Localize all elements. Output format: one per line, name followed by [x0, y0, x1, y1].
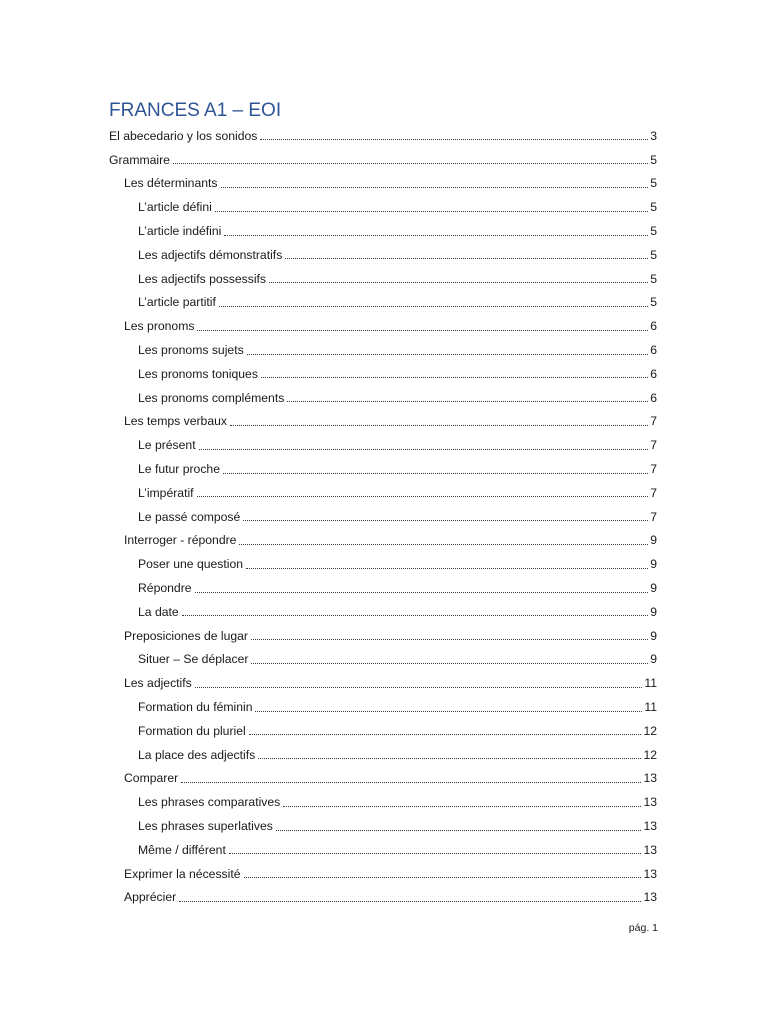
- toc-entry-page-number: 13: [643, 890, 657, 905]
- toc-entry-label: L’article partitif: [138, 295, 216, 310]
- toc-entry-page-number: 5: [650, 200, 657, 215]
- toc-entry-page-number: 13: [643, 771, 657, 786]
- toc-entry[interactable]: [109, 433, 657, 457]
- toc-entry[interactable]: [109, 648, 657, 672]
- toc-entry-page-number: 7: [650, 485, 657, 500]
- toc-entry[interactable]: [109, 410, 657, 434]
- toc-entry-page-number: 5: [650, 224, 657, 239]
- toc-entry-label: Les pronoms toniques: [138, 366, 258, 381]
- toc-dot-leader: [260, 139, 648, 140]
- toc-entry-label: Même / différent: [138, 842, 226, 857]
- toc-entry-label: Les temps verbaux: [124, 414, 227, 429]
- toc-entry-page-number: 9: [650, 533, 657, 548]
- toc-dot-leader: [230, 425, 648, 426]
- toc-entry-page-number: 13: [643, 866, 657, 881]
- toc-entry[interactable]: [109, 481, 657, 505]
- toc-entry-page-number: 6: [650, 343, 657, 358]
- toc-dot-leader: [251, 639, 648, 640]
- toc-entry[interactable]: [109, 291, 657, 315]
- toc-entry-label: Grammaire: [109, 152, 170, 167]
- toc-dot-leader: [195, 592, 649, 593]
- toc-entry-label: L’article indéfini: [138, 224, 222, 239]
- toc-entry-label: La place des adjectifs: [138, 747, 256, 762]
- toc-entry-page-number: 13: [643, 819, 657, 833]
- toc-entry[interactable]: [109, 338, 657, 362]
- toc-entry[interactable]: [109, 600, 657, 624]
- toc-entry[interactable]: [109, 219, 657, 243]
- toc-dot-leader: [249, 734, 642, 735]
- toc-entry-page-number: 12: [643, 747, 657, 762]
- toc-entry-page-number: 9: [650, 628, 657, 643]
- toc-entry-page-number: 9: [650, 652, 657, 667]
- toc-dot-leader: [182, 615, 649, 616]
- toc-entry-page-number: 3: [650, 128, 657, 143]
- toc-dot-leader: [247, 354, 649, 355]
- toc-dot-leader: [287, 401, 648, 402]
- toc-dot-leader: [261, 377, 648, 378]
- toc-entry-label: Le présent: [138, 438, 196, 453]
- toc-entry-label: Les adjectifs: [124, 676, 192, 691]
- toc-entry-page-number: 6: [650, 366, 657, 381]
- page-number-footer: pág. 1: [628, 922, 658, 934]
- toc-dot-leader: [255, 711, 642, 712]
- toc-entry-label: Exprimer la nécessité: [124, 866, 241, 881]
- toc-entry[interactable]: [109, 386, 657, 410]
- toc-entry[interactable]: [109, 671, 657, 695]
- toc-entry-page-number: 5: [650, 247, 657, 262]
- toc-dot-leader: [229, 853, 642, 854]
- toc-entry-label: Preposiciones de lugar: [124, 628, 248, 643]
- toc-entry[interactable]: [109, 172, 657, 196]
- toc-entry[interactable]: [109, 838, 657, 862]
- toc-entry-page-number: 11: [644, 676, 657, 691]
- toc-entry-label: Poser une question: [138, 557, 244, 572]
- toc-entry[interactable]: [109, 814, 657, 838]
- toc-dot-leader: [197, 330, 648, 331]
- table-of-contents: [109, 124, 657, 909]
- toc-entry-page-number: 13: [643, 795, 657, 810]
- document-title: FRANCES A1 – EOI: [109, 100, 282, 121]
- toc-entry-page-number: 7: [650, 509, 657, 524]
- toc-entry-page-number: 7: [650, 462, 657, 477]
- toc-entry-page-number: 5: [650, 271, 657, 286]
- toc-dot-leader: [173, 163, 648, 164]
- toc-entry-page-number: 9: [650, 581, 657, 596]
- toc-dot-leader: [223, 473, 648, 474]
- toc-entry-label: Interroger - répondre: [124, 533, 237, 548]
- toc-entry[interactable]: [109, 195, 657, 219]
- toc-dot-leader: [251, 663, 648, 664]
- toc-entry-page-number: 6: [650, 319, 657, 334]
- toc-dot-leader: [244, 877, 642, 878]
- toc-entry[interactable]: [109, 552, 657, 576]
- toc-entry-page-number: 9: [650, 604, 657, 619]
- toc-entry[interactable]: [109, 457, 657, 481]
- toc-entry[interactable]: [109, 790, 657, 814]
- toc-entry-label: Les déterminants: [124, 176, 218, 191]
- toc-entry-label: Les phrases superlatives: [138, 819, 273, 833]
- toc-entry[interactable]: [109, 719, 657, 743]
- toc-entry-page-number: 7: [650, 438, 657, 453]
- toc-entry-page-number: 5: [650, 295, 657, 310]
- toc-entry[interactable]: [109, 529, 657, 553]
- toc-entry-label: Comparer: [124, 771, 179, 786]
- toc-dot-leader: [283, 806, 641, 807]
- toc-entry-label: La date: [138, 604, 179, 619]
- toc-entry-label: Formation du pluriel: [138, 723, 246, 738]
- toc-dot-leader: [197, 496, 649, 497]
- toc-entry-label: L’article défini: [138, 200, 212, 215]
- toc-entry[interactable]: [109, 243, 657, 267]
- toc-entry-label: Les phrases comparatives: [138, 795, 281, 810]
- toc-entry-page-number: 6: [650, 390, 657, 405]
- toc-dot-leader: [221, 187, 649, 188]
- toc-entry[interactable]: [109, 124, 657, 148]
- toc-entry-label: Les pronoms compléments: [138, 390, 285, 405]
- toc-entry[interactable]: [109, 695, 657, 719]
- toc-entry-label: Répondre: [138, 581, 192, 596]
- toc-dot-leader: [224, 235, 648, 236]
- toc-dot-leader: [269, 282, 648, 283]
- toc-entry-page-number: 5: [650, 152, 657, 167]
- toc-dot-leader: [179, 901, 641, 902]
- toc-entry-label: Le passé composé: [138, 509, 241, 524]
- toc-entry-label: Les pronoms sujets: [138, 343, 244, 358]
- toc-dot-leader: [246, 568, 648, 569]
- toc-entry[interactable]: [109, 624, 657, 648]
- toc-entry[interactable]: [109, 886, 657, 910]
- toc-entry[interactable]: [109, 767, 657, 791]
- toc-entry[interactable]: [109, 743, 657, 767]
- toc-entry-page-number: 13: [643, 842, 657, 857]
- toc-entry-page-number: 11: [644, 700, 657, 715]
- toc-dot-leader: [239, 544, 648, 545]
- toc-entry[interactable]: [109, 148, 657, 172]
- toc-entry[interactable]: [109, 362, 657, 386]
- toc-dot-leader: [199, 449, 649, 450]
- toc-dot-leader: [285, 258, 648, 259]
- toc-entry-label: Apprécier: [124, 890, 177, 905]
- toc-entry[interactable]: [109, 576, 657, 600]
- toc-dot-leader: [243, 520, 648, 521]
- toc-entry-label: Situer – Se déplacer: [138, 652, 249, 667]
- toc-entry-label: Les adjectifs démonstratifs: [138, 247, 283, 262]
- toc-entry[interactable]: [109, 862, 657, 886]
- toc-dot-leader: [258, 758, 641, 759]
- toc-entry-label: Le futur proche: [138, 462, 220, 477]
- toc-entry-label: L’impératif: [138, 485, 194, 500]
- toc-entry-page-number: 12: [643, 723, 657, 738]
- toc-entry-page-number: 5: [650, 176, 657, 191]
- toc-entry[interactable]: [109, 314, 657, 338]
- toc-entry-page-number: 7: [650, 414, 657, 429]
- toc-dot-leader: [181, 782, 641, 783]
- toc-entry-label: Les adjectifs possessifs: [138, 271, 267, 286]
- toc-entry-label: Formation du féminin: [138, 700, 253, 715]
- toc-dot-leader: [219, 306, 648, 307]
- toc-entry[interactable]: [109, 267, 657, 291]
- toc-entry-label: El abecedario y los sonidos: [109, 128, 258, 143]
- toc-entry[interactable]: [109, 505, 657, 529]
- toc-dot-leader: [276, 830, 642, 831]
- toc-dot-leader: [215, 211, 648, 212]
- toc-entry-page-number: 9: [650, 557, 657, 572]
- toc-entry-label: Les pronoms: [124, 319, 195, 334]
- toc-dot-leader: [195, 687, 643, 688]
